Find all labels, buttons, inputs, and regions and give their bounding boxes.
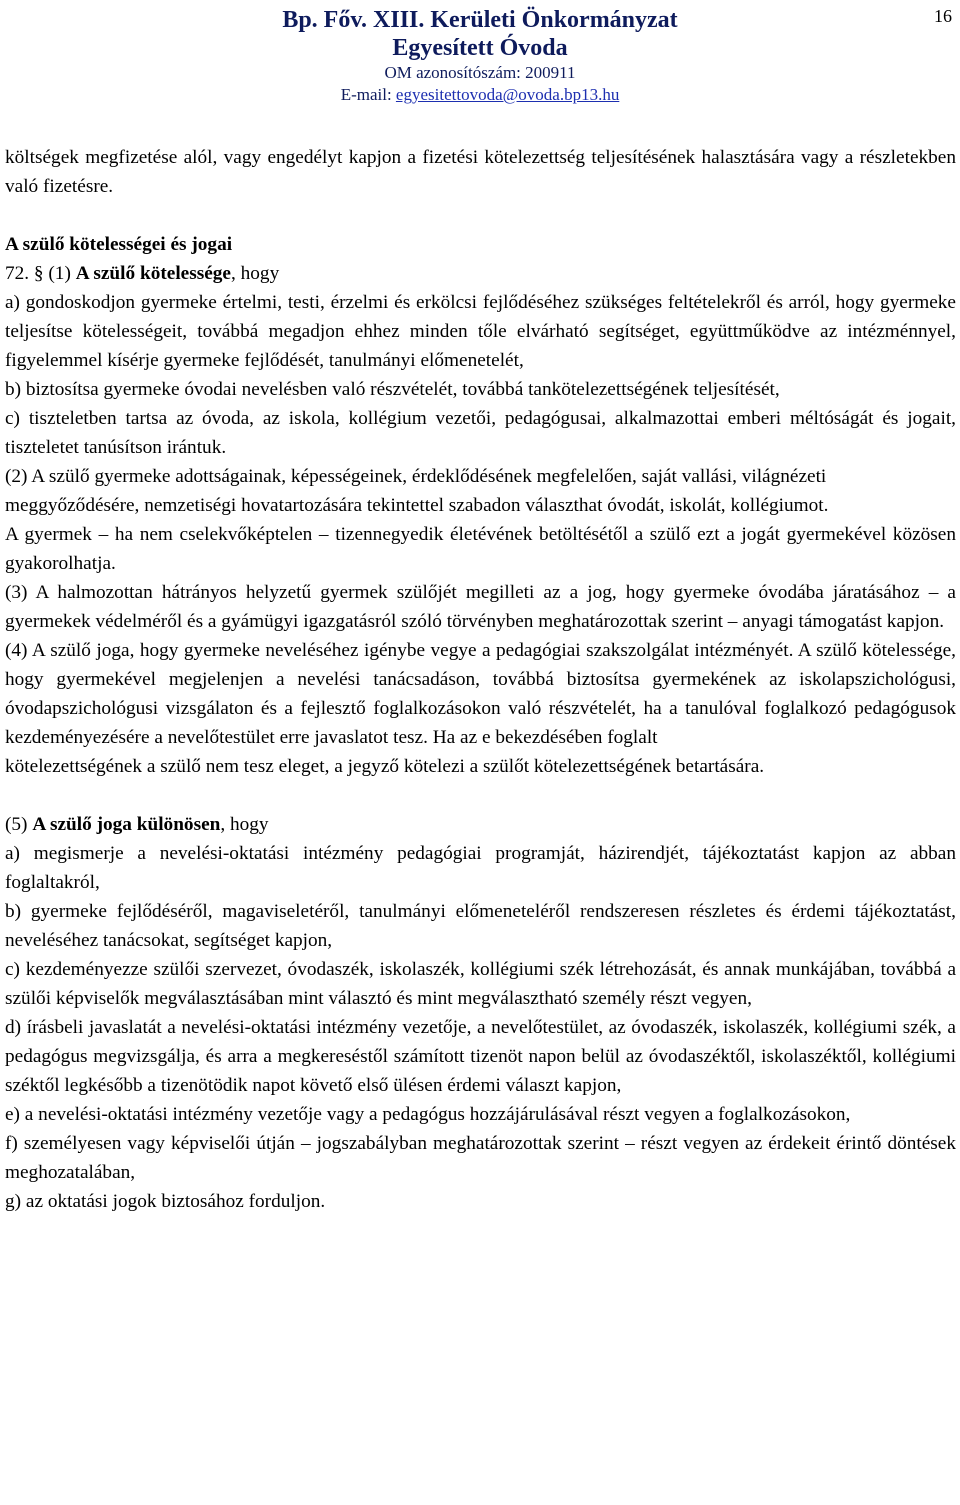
paragraph-2: (2) A szülő gyermeke adottságainak, képességeinek, érdeklődésének megfelelően, saját vallási, világnézeti bbox=[5, 466, 827, 487]
email-label: E-mail: bbox=[340, 85, 396, 104]
item-5g: g) az oktatási jogok biztosához forduljon. bbox=[5, 1191, 326, 1212]
item-5a: a) megismerje a nevelési-oktatási intézmény pedagógiai programját, házirendjét, tájékoztatást kapjon az abban foglaltakról, bbox=[5, 843, 956, 893]
item-c: c) tiszteletben tartsa az óvoda, az iskola, kollégium vezetői, pedagógusai, alkalmazottai emberi méltóságát és jogait, tiszteletet tanúsítson irántuk. bbox=[5, 408, 956, 458]
item-5f: f) személyesen vagy képviselői útján – jogszabályban meghatározottak szerint – részt vegyen az érdekeit érintő döntések meghozatalában, bbox=[5, 1133, 956, 1183]
paragraph-2-child: A gyermek – ha nem cselekvőképtelen – tizennegyedik életévének betöltésétől a szülő ezt a jogát gyermekével közösen gyakorolhatja. bbox=[5, 524, 956, 574]
section-heading: A szülő kötelességei és jogai bbox=[5, 234, 233, 255]
section-5-intro: (5) A szülő joga különösen, hogy bbox=[5, 814, 269, 835]
item-5c: c) kezdeményezze szülői szervezet, óvodaszék, iskolaszék, kollégiumi szék létrehozását, és annak munkájában, továbbá a szülői képviselők megválasztásában mint választó és mint megválasztható személy részt vegyen, bbox=[5, 959, 956, 1009]
paragraph-3: (3) A halmozottan hátrányos helyzetű gyermek szülőjét megilleti az a jog, hogy gyermeke óvodába járatásához – a gyermekek védelméről és a gyámügyi igazgatásról szóló törvényben meghatározottak szerint – anyagi támogatást kapjon. bbox=[5, 582, 956, 632]
email-line bbox=[0, 84, 960, 106]
paragraph-2-cont: meggyőződésére, nemzetiségi hovatartozására tekintettel szabadon választhat óvodát, iskolát, kollégiumot. bbox=[5, 495, 829, 516]
email-link[interactable]: egyesitettovoda@ovoda.bp13.hu bbox=[395, 85, 620, 104]
paragraph-4-cont: kötelezettségének a szülő nem tesz eleget, a jegyző kötelezi a szülőt kötelezettségének betartására. bbox=[5, 756, 765, 777]
page-number: 16 bbox=[934, 6, 952, 26]
institution-title: Bp. Főv. XIII. Kerületi Önkormányzat bbox=[282, 7, 678, 33]
item-5e: e) a nevelési-oktatási intézmény vezetője vagy a pedagógus hozzájárulásával részt vegyen a foglalkozásokon, bbox=[5, 1104, 851, 1125]
item-a: a) gondoskodjon gyermeke értelmi, testi, érzelmi és erkölcsi fejlődéséhez szükséges feltételekről és arról, hogy gyermeke teljesítse kötelességeit, továbbá megadjon ehhez minden tőle elvárható segítséget, együttműködve az intézménnyel, figyelemmel kísérje gyermeke fejlődését, tanulmányi előmenetelét, bbox=[5, 292, 956, 371]
document-body bbox=[5, 143, 956, 1216]
item-5b: b) gyermeke fejlődéséről, magaviseletéről, tanulmányi előmeneteléről rendszeresen részletes és érdemi tájékoztatást, neveléséhez tanácsokat, segítséget kapjon, bbox=[5, 901, 956, 951]
om-identifier: OM azonosítószám: 200911 bbox=[384, 63, 576, 82]
institution-subtitle: Egyesített Óvoda bbox=[392, 35, 568, 61]
spacer bbox=[5, 201, 956, 230]
spacer bbox=[5, 781, 956, 810]
paragraph-4: (4) A szülő joga, hogy gyermeke neveléséhez igénybe vegye a pedagógiai szakszolgálat intézményét. A szülő kötelessége, hogy gyermekével megjelenjen a nevelési tanácsadáson, továbbá biztosítsa gyermekének az iskolapszichológusi, óvodapszichológusi vizsgálaton és a fejlesztő foglalkozásokon való részvételét, ha a tanulóval foglalkozó pedagógusok kezdeményezésére a nevelőtestület erre javaslatot tesz. Ha az e bekezdésében foglalt bbox=[5, 640, 956, 748]
document-header bbox=[0, 6, 960, 106]
paragraph-continuation: költségek megfizetése alól, vagy engedélyt kapjon a fizetési kötelezettség teljesítésének halasztására vagy a részletekben való fizetésre. bbox=[5, 147, 956, 197]
item-b: b) biztosítsa gyermeke óvodai nevelésben való részvételét, továbbá tankötelezettségének teljesítését, bbox=[5, 379, 780, 400]
section-72-intro: 72. § (1) A szülő kötelessége, hogy bbox=[5, 263, 280, 284]
item-5d: d) írásbeli javaslatát a nevelési-oktatási intézmény vezetője, a nevelőtestület, az óvodaszék, iskolaszék, kollégiumi szék, a pedagógus megvizsgálja, és arra a megkereséstől számított tizenöt napon belül az óvodaszéktől, iskolaszéktől, kollégiumi széktől legkésőbb a tizenötödik napot követő első ülésen érdemi választ kapjon, bbox=[5, 1017, 956, 1096]
